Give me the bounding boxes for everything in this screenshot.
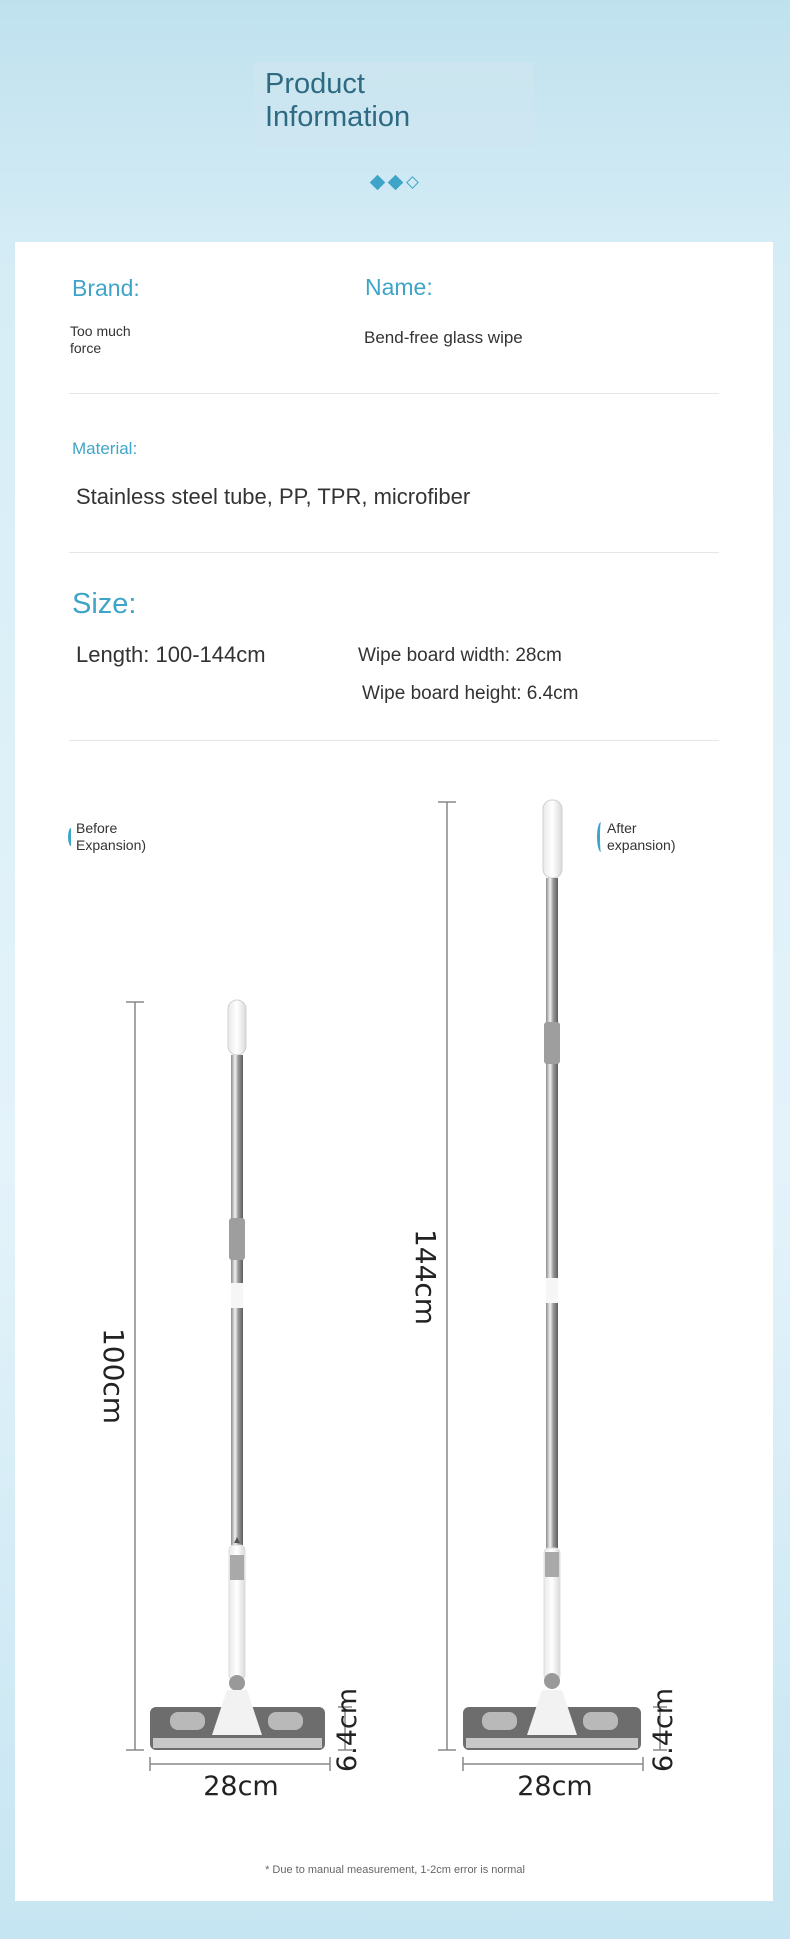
neck-lock: [545, 1552, 559, 1577]
name-value: Bend-free glass wipe: [364, 328, 523, 347]
pole-joint: [546, 1278, 558, 1303]
diamond-outline-icon: [406, 176, 419, 189]
wiper-squeegee: [153, 1738, 322, 1748]
board-height-label: 6.4cm: [332, 1687, 363, 1773]
steel-pole: [546, 878, 558, 1548]
board-height-value: Wipe board height: 6.4cm: [362, 683, 579, 704]
clip-left: [482, 1712, 517, 1730]
pivot-knob: [544, 1673, 560, 1689]
handle-grip: [543, 800, 562, 878]
wiper-squeegee: [466, 1738, 638, 1748]
mop-after-expansion: [409, 800, 679, 1802]
board-width-value: Wipe board width: 28cm: [358, 645, 562, 666]
wiper-mount: [212, 1690, 262, 1735]
pole-joint: [231, 1283, 243, 1308]
after-length-label: 144cm: [409, 1228, 442, 1326]
before-expansion-caption: Before Expansion): [76, 820, 147, 853]
diamond-icon: [370, 175, 386, 191]
clip-right: [583, 1712, 618, 1730]
clip-left: [170, 1712, 205, 1730]
wiper-mount: [527, 1690, 577, 1735]
diamond-icon: [388, 175, 404, 191]
decorative-diamonds: [370, 172, 430, 194]
brand-label: Brand:: [72, 275, 140, 301]
divider: [69, 552, 719, 553]
handle-grip: [228, 1000, 246, 1055]
mop-before-expansion: [97, 1000, 363, 1802]
size-label: Size:: [72, 588, 137, 620]
board-width-label: 28cm: [517, 1771, 593, 1802]
clip-right: [268, 1712, 303, 1730]
board-height-label: 6.4cm: [648, 1687, 679, 1773]
divider: [69, 393, 719, 394]
board-width-dimension-line: [463, 1757, 643, 1771]
material-label: Material:: [72, 439, 138, 458]
after-expansion-caption: After expansion): [607, 820, 676, 853]
page-title: Product Information: [265, 68, 411, 133]
board-width-dimension-line: [150, 1757, 330, 1771]
name-label: Name:: [365, 274, 433, 300]
divider: [69, 740, 719, 741]
before-length-label: 100cm: [97, 1327, 130, 1425]
pivot-knob: [229, 1675, 245, 1691]
material-value: Stainless steel tube, PP, TPR, microfiber: [76, 484, 471, 509]
board-width-label: 28cm: [203, 1771, 279, 1802]
pole-lock: [229, 1218, 245, 1260]
neck-lock: [230, 1555, 244, 1580]
measurement-footnote: * Due to manual measurement, 1-2cm error is normal: [265, 1864, 525, 1876]
pole-lock: [544, 1022, 560, 1064]
product-dimension-illustration: [0, 780, 790, 1820]
length-value: Length: 100-144cm: [76, 642, 266, 667]
brand-value: Too much force: [70, 323, 131, 356]
